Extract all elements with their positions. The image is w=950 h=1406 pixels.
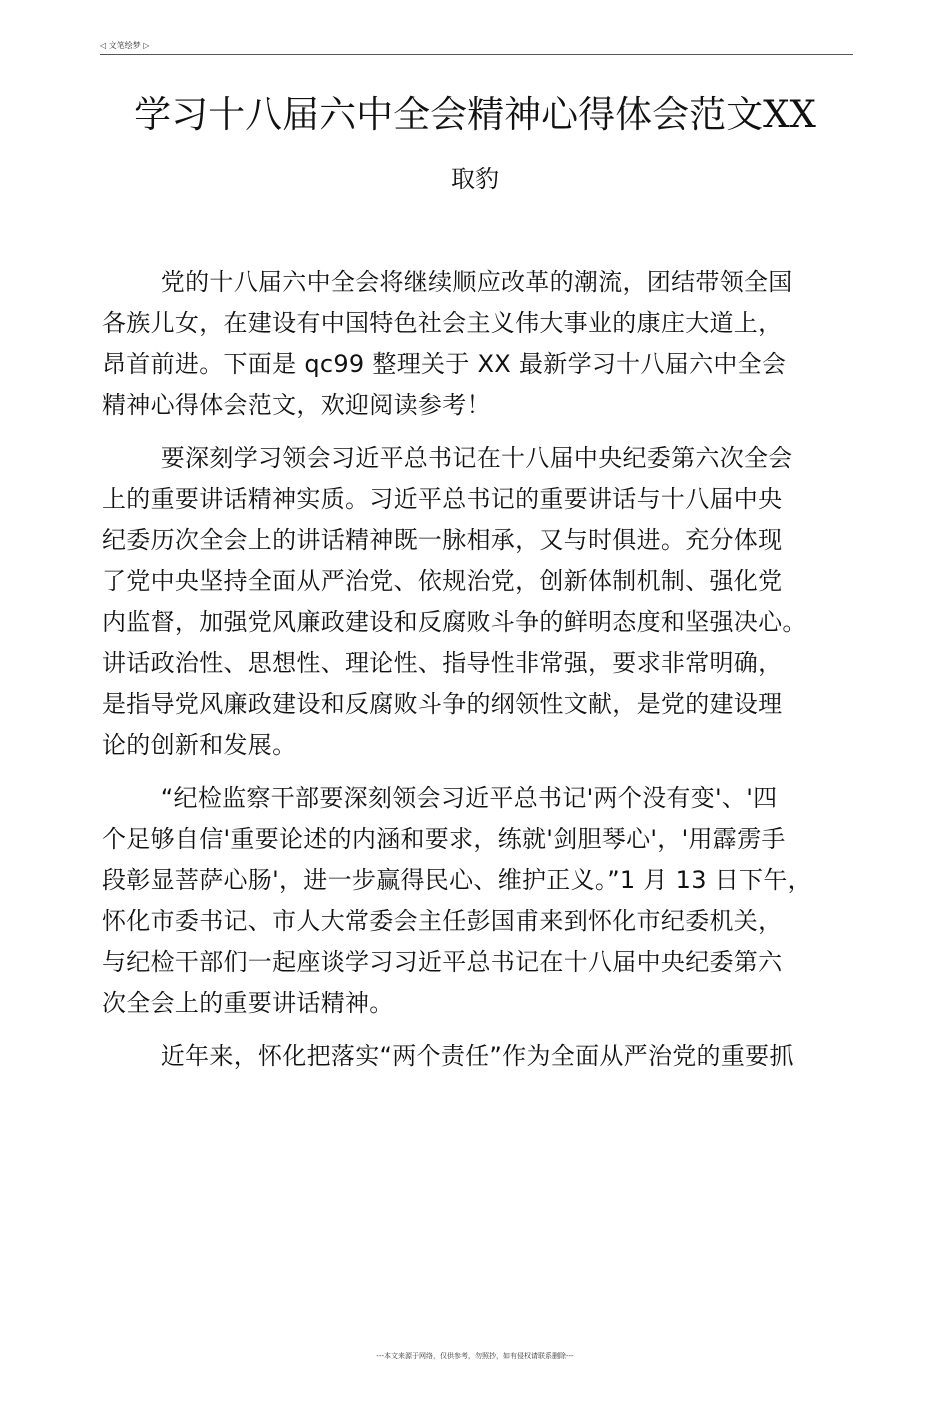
title-main: 学习十八届六中全会精神心得体会范文 (134, 93, 764, 136)
paragraph (102, 438, 862, 766)
text-line: 了党中央坚持全面从严治党、依规治党，创新体制机制、强化党 (102, 567, 783, 595)
paragraph (102, 262, 862, 426)
paragraph (102, 1036, 862, 1077)
text-line: 个足够自信'重要论述的内涵和要求，练就'剑胆琴心'，'用霹雳手 (102, 825, 786, 853)
document-body (102, 262, 862, 1077)
text-line: “纪检监察干部要深刻领会习近平总书记'两个没有变'、'四 (160, 784, 778, 812)
page-footer: ---本文来源于网络，仅供参考，勿照抄，如有侵权请联系删除--- (376, 1352, 574, 1360)
document-title (0, 90, 950, 140)
author-name: 取豹 (451, 165, 499, 193)
text-line: 论的创新和发展。 (102, 731, 297, 759)
header-text: ◁ 文笔绘梦 ▷ (100, 41, 150, 50)
page-header (100, 40, 853, 55)
text-line: 与纪检干部们一起座谈学习习近平总书记在十八届中央纪委第六 (102, 948, 783, 976)
text-line: 怀化市委书记、市人大常委会主任彭国甫来到怀化市纪委机关， (102, 907, 783, 935)
text-line: 近年来，怀化把落实“两个责任”作为全面从严治党的重要抓 (160, 1042, 794, 1070)
text-line: 内监督，加强党风廉政建设和反腐败斗争的鲜明态度和坚强决心。 (102, 608, 807, 636)
text-line: 要深刻学习领会习近平总书记在十八届中央纪委第六次全会 (160, 444, 793, 472)
text-line: 上的重要讲话精神实质。习近平总书记的重要讲话与十八届中央 (102, 485, 783, 513)
text-line: 纪委历次全会上的讲话精神既一脉相承，又与时俱进。充分体现 (102, 526, 783, 554)
paragraph (102, 778, 862, 1024)
text-line: 各族儿女，在建设有中国特色社会主义伟大事业的康庄大道上， (102, 309, 783, 337)
text-line: 党的十八届六中全会将继续顺应改革的潮流，团结带领全国 (160, 268, 793, 296)
text-line: 次全会上的重要讲话精神。 (102, 989, 394, 1017)
text-line: 昂首前进。下面是 qc99 整理关于 XX 最新学习十八届六中全会 (102, 350, 787, 378)
text-line: 段彰显菩萨心肠'，进一步赢得民心、维护正义。”1 月 13 日下午， (102, 866, 812, 894)
text-line: 是指导党风廉政建设和反腐败斗争的纲领性文献，是党的建设理 (102, 690, 783, 718)
text-line: 精神心得体会范文，欢迎阅读参考！ (102, 391, 491, 419)
text-line: 讲话政治性、思想性、理论性、指导性非常强，要求非常明确， (102, 649, 783, 677)
title-suffix: XX (763, 93, 816, 136)
